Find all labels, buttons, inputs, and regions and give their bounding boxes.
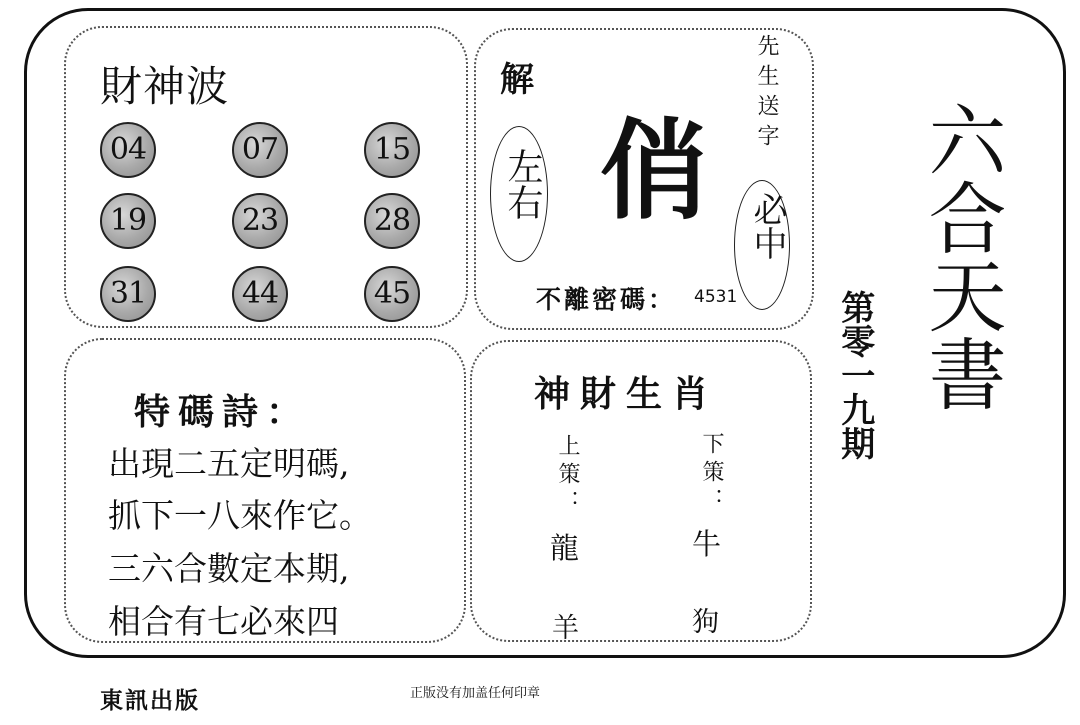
number-ball: 23	[232, 193, 288, 249]
main-character: 俏	[600, 109, 709, 234]
upper-strategy-label: 上策：	[555, 434, 580, 518]
lower-zodiac: 牛	[692, 527, 722, 561]
lower-strategy-label: 下策：	[699, 432, 724, 516]
right-oval-text: 必中	[747, 192, 787, 260]
key-label: 不離密碼：	[536, 285, 677, 314]
number-ball: 31	[100, 266, 156, 322]
number-ball: 04	[100, 122, 156, 178]
wave-title: 財神波	[100, 62, 230, 111]
book-title: 六合天書	[915, 100, 1006, 412]
upper-zodiac: 龍	[550, 531, 580, 565]
lower-zodiac: 狗	[692, 607, 719, 638]
number-ball: 19	[100, 193, 156, 249]
left-oval-text: 左右	[502, 148, 543, 220]
publisher: 東訊出版	[100, 688, 200, 714]
number-ball: 15	[364, 122, 420, 178]
poem-line: 抓下一八來作它。	[108, 496, 372, 535]
number-ball: 28	[364, 193, 420, 249]
number-ball: 45	[364, 266, 420, 322]
poem-title: 特碼詩：	[134, 392, 311, 433]
issue-number: 第零一九期	[834, 290, 875, 460]
poem-line: 相合有七必來四	[108, 602, 339, 641]
poem-line: 出現二五定明碼,	[108, 444, 350, 483]
key-number: 4531	[694, 287, 738, 307]
poem-line: 三六合數定本期,	[108, 549, 350, 588]
zodiac-title: 神財生肖	[534, 374, 719, 415]
number-ball: 44	[232, 266, 288, 322]
solve-label: 解	[500, 60, 534, 100]
number-ball: 07	[232, 122, 288, 178]
authenticity-notice: 正版没有加盖任何印章	[410, 686, 541, 701]
side-text: 先生送字	[754, 34, 779, 154]
upper-zodiac: 羊	[552, 613, 579, 644]
